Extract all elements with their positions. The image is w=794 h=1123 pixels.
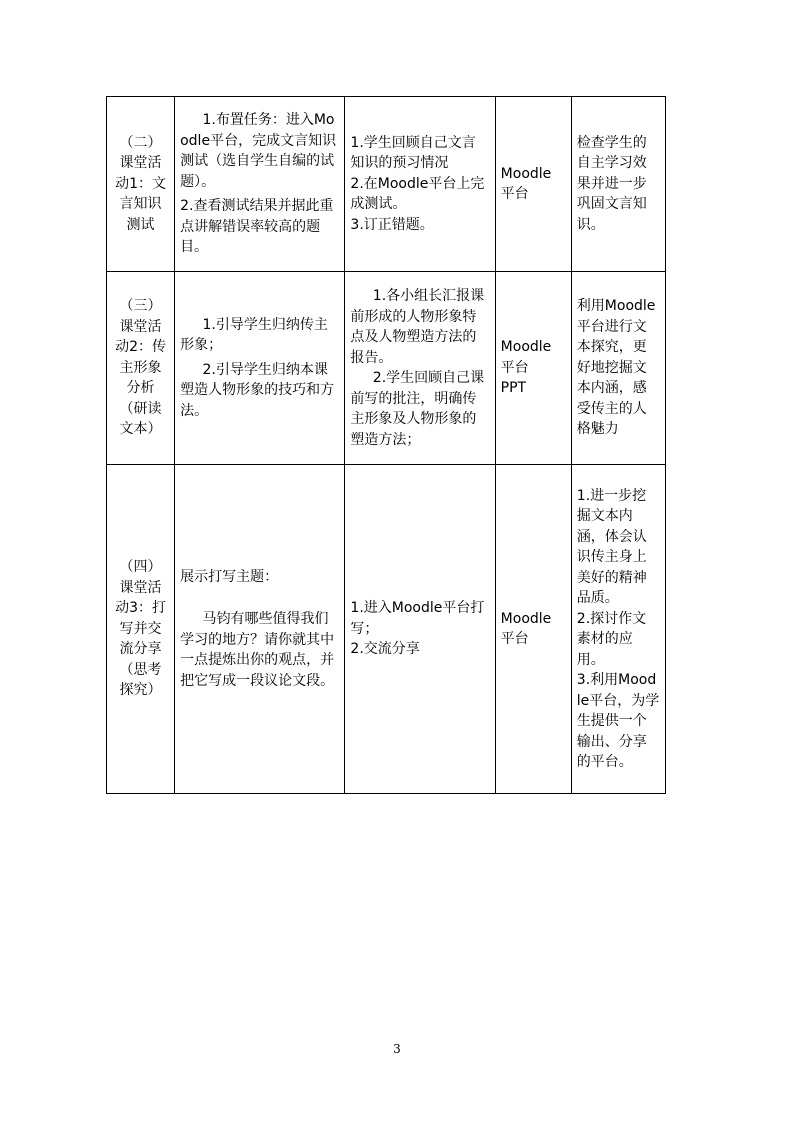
- teacher-step: 2.引导学生归纳本课塑造人物形象的技巧和方法。: [180, 361, 335, 419]
- media-line: 平台: [500, 186, 529, 202]
- student-activity-cell: [345, 272, 495, 465]
- student-step: 1.进入Moodle平台打写；: [350, 600, 485, 637]
- stage-cell: （四）课堂活动3：打写并交流分享（思考探究）: [107, 465, 175, 794]
- teacher-step: 2.查看测试结果并据此重点讲解错误率较高的题目。: [180, 198, 334, 256]
- stage-cell: （三）课堂活动2：传主形象分析（研读文本）: [107, 272, 175, 465]
- teacher-step: 展示打写主题：: [180, 568, 279, 585]
- student-step: 2.学生回顾自己课前写的批注，明确传主形象及人物形象的塑造方法；: [350, 370, 485, 448]
- student-activity-cell: [345, 97, 495, 272]
- purpose-item: 1.进一步挖掘文本内涵，体会认识传主身上美好的精神品质。: [576, 487, 647, 606]
- media-line: PPT: [500, 380, 527, 397]
- student-step: 2.交流分享: [350, 641, 420, 658]
- purpose-item: 2.探讨作文素材的应用。: [576, 610, 647, 668]
- media-cell: [495, 272, 571, 465]
- media-line: Moodle: [500, 165, 552, 182]
- purpose-item: 3.利用Moodle平台，为学生提供一个输出、分享的平台。: [576, 672, 660, 770]
- media-cell: [495, 465, 571, 794]
- purpose-cell: [571, 465, 665, 794]
- media-line: Moodle: [500, 610, 552, 627]
- page-number: 3: [393, 1042, 401, 1056]
- student-step: 2.在Moodle平台上完成测试。: [350, 175, 485, 213]
- media-line: 平台: [500, 359, 529, 376]
- teacher-step: 1.布置任务：进入Moodle平台，完成文言知识测试（选自学生自编的试题）。: [180, 112, 337, 190]
- teacher-step: 马钧有哪些值得我们学习的地方？请你就其中一点提炼出你的观点，并把它写成一段议论文段。: [180, 611, 335, 689]
- teacher-activity-cell: [175, 272, 345, 465]
- table-row: [107, 465, 666, 794]
- table-row: [107, 272, 666, 465]
- teacher-activity-cell: [175, 97, 345, 272]
- stage-cell: （二）课堂活动1：文言知识测试: [107, 97, 175, 272]
- media-line: 平台: [500, 631, 529, 647]
- teacher-activity-cell: [175, 465, 345, 794]
- student-step: 1.各小组长汇报课前形成的人物形象特点及人物塑造方法的报告。: [350, 288, 485, 366]
- student-step: 3.订正错题。: [350, 216, 434, 233]
- lesson-plan-table: [106, 96, 666, 794]
- student-activity-cell: [345, 465, 495, 794]
- media-line: Moodle: [500, 339, 552, 356]
- media-cell: [495, 97, 571, 272]
- table-row: [107, 97, 666, 272]
- teacher-step: 1.引导学生归纳传主形象；: [180, 316, 328, 354]
- student-step: 1.学生回顾自己文言知识的预习情况: [350, 134, 476, 172]
- purpose-cell: 检查学生的自主学习效果并进一步巩固文言知识。: [571, 97, 665, 272]
- purpose-cell: 利用Moodle平台进行文本探究，更好地挖掘文本内涵，感受传主的人格魅力: [571, 272, 665, 465]
